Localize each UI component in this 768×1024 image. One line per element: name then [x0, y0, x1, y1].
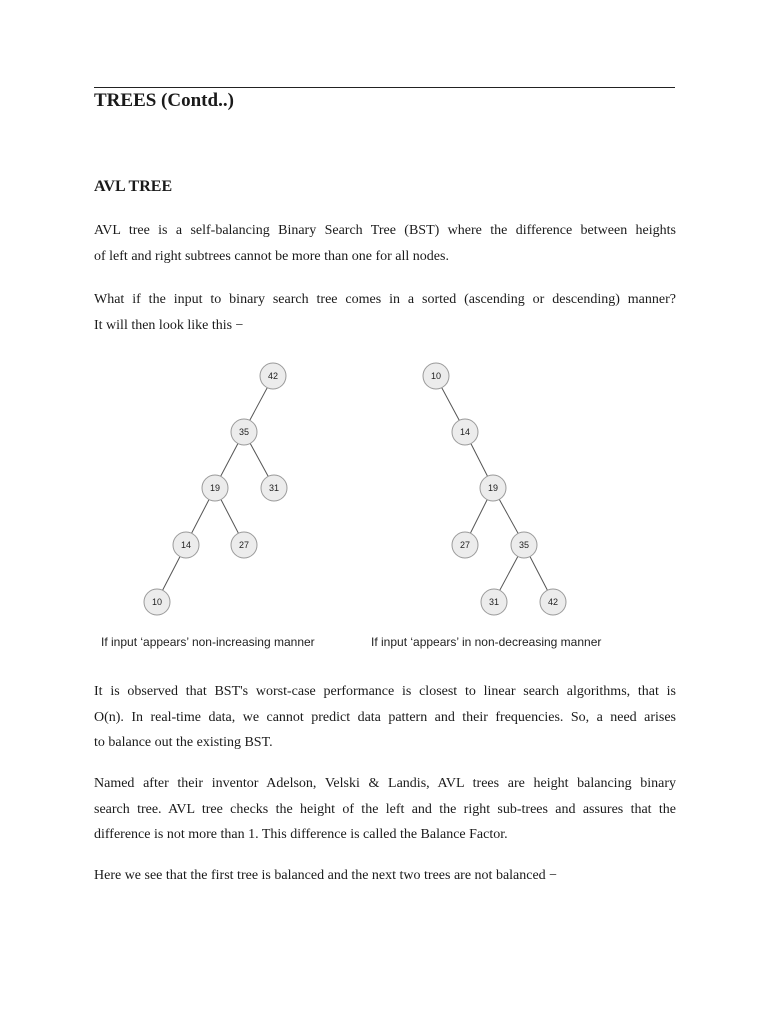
tree-node [511, 532, 537, 558]
tree-node [231, 532, 257, 558]
node-label: 35 [518, 540, 530, 550]
tree-node [540, 589, 566, 615]
paragraph-line: What if the input to binary search tree comes in a sorted (ascending or descending) manner? [94, 292, 676, 307]
tree-node [173, 532, 199, 558]
tree-node [481, 589, 507, 615]
paragraph-balance-factor [94, 771, 676, 848]
paragraph-line: AVL tree is a self-balancing Binary Search Tree (BST) where the difference between heights [94, 223, 676, 238]
node-label: 19 [209, 483, 221, 493]
node-label: 27 [238, 540, 250, 550]
node-label: 19 [487, 483, 499, 493]
right-tree [371, 363, 601, 649]
tree-node [144, 589, 170, 615]
node-label: 35 [238, 427, 250, 437]
tree-node [480, 475, 506, 501]
left-tree-caption: If input ‘appears’ non-increasing manner [101, 635, 315, 649]
paragraph-line: Named after their inventor Adelson, Velski & Landis, AVL trees are height balancing binary [94, 776, 676, 791]
paragraph-line: O(n). In real-time data, we cannot predict data pattern and their frequencies. So, a need arises [94, 709, 676, 725]
node-label: 10 [430, 371, 442, 381]
node-label: 31 [488, 597, 500, 607]
tree-node [452, 532, 478, 558]
tree-node [423, 363, 449, 389]
paragraph-line: of left and right subtrees cannot be more than one for all nodes. [94, 248, 449, 264]
tree-node [231, 419, 257, 445]
paragraph-line: search tree. AVL tree checks the height of the left and the right sub-trees and assures that the [94, 801, 676, 817]
paragraph-worst-case [94, 679, 676, 756]
tree-node [260, 363, 286, 389]
page-title: TREES (Contd..) [94, 90, 234, 111]
node-label: 14 [180, 540, 192, 550]
paragraph-sorted-input [94, 287, 676, 338]
left-tree [101, 363, 315, 649]
paragraph-line: difference is not more than 1. This difference is called the Balance Factor. [94, 827, 508, 842]
node-label: 27 [459, 540, 471, 550]
paragraph-line: to balance out the existing BST. [94, 735, 273, 750]
paragraph-avl-definition [94, 218, 676, 269]
node-label: 42 [547, 597, 559, 607]
bst-skewed-trees-figure [90, 356, 630, 656]
node-label: 14 [459, 427, 471, 437]
node-label: 42 [267, 371, 279, 381]
paragraph-line: It will then look like this − [94, 317, 244, 333]
paragraph-line: It is observed that BST's worst-case performance is closest to linear search algorithms, that is [94, 684, 676, 699]
paragraph-balanced-intro [94, 863, 676, 889]
node-label: 31 [268, 483, 280, 493]
section-heading: AVL TREE [94, 178, 173, 195]
node-label: 10 [151, 597, 163, 607]
tree-node [452, 419, 478, 445]
tree-node [261, 475, 287, 501]
tree-node [202, 475, 228, 501]
right-tree-caption: If input ‘appears’ in non-decreasing manner [371, 635, 602, 649]
paragraph-line: Here we see that the first tree is balanced and the next two trees are not balanced − [94, 868, 558, 883]
